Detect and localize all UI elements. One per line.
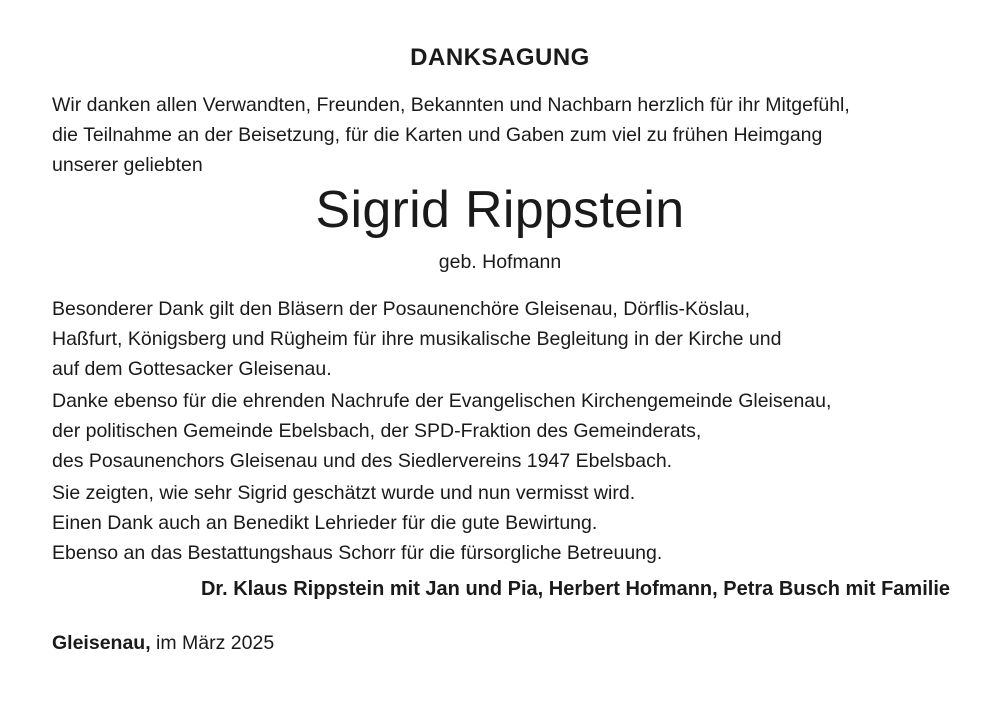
- place-date: [52, 632, 274, 655]
- thanks-paragraph-musicians: [52, 294, 952, 384]
- paragraph-line: Haßfurt, Königsberg und Rügheim für ihre musikalische Begleitung in der Kirche und: [52, 328, 782, 350]
- thanks-paragraph-closing: [52, 478, 952, 568]
- intro-line: die Teilnahme an der Beisetzung, für die Karten und Gaben zum viel zu frühen Heimgang: [52, 124, 823, 146]
- date: im März 2025: [156, 632, 275, 654]
- intro-line: Wir danken allen Verwandten, Freunden, Bekannten und Nachbarn herzlich für ihr Mitgefühl,: [52, 94, 850, 116]
- thanks-paragraph-obituaries: [52, 386, 952, 476]
- notice-title: DANKSAGUNG: [410, 44, 590, 71]
- signers-line: Dr. Klaus Rippstein mit Jan und Pia, Herbert Hofmann, Petra Busch mit Familie: [200, 578, 950, 600]
- place: Gleisenau,: [52, 632, 151, 654]
- paragraph-line: des Posaunenchors Gleisenau und des Siedlervereins 1947 Ebelsbach.: [52, 450, 673, 472]
- deceased-name: Sigrid Rippstein: [315, 181, 685, 239]
- intro-paragraph: [52, 90, 952, 180]
- paragraph-line: der politischen Gemeinde Ebelsbach, der SPD-Fraktion des Gemeinderats,: [52, 420, 702, 442]
- paragraph-line: Einen Dank auch an Benedikt Lehrieder für die gute Bewirtung.: [52, 512, 598, 534]
- paragraph-line: Besonderer Dank gilt den Bläsern der Posaunenchöre Gleisenau, Dörflis-Köslau,: [52, 298, 751, 320]
- paragraph-line: Ebenso an das Bestattungshaus Schorr für die fürsorgliche Betreuung.: [52, 542, 663, 564]
- intro-line: unserer geliebten: [52, 154, 203, 176]
- paragraph-line: Sie zeigten, wie sehr Sigrid geschätzt wurde und nun vermisst wird.: [52, 482, 636, 504]
- paragraph-line: Danke ebenso für die ehrenden Nachrufe der Evangelischen Kirchengemeinde Gleisenau,: [52, 390, 832, 412]
- paragraph-line: auf dem Gottesacker Gleisenau.: [52, 358, 332, 380]
- birth-name: geb. Hofmann: [438, 251, 562, 273]
